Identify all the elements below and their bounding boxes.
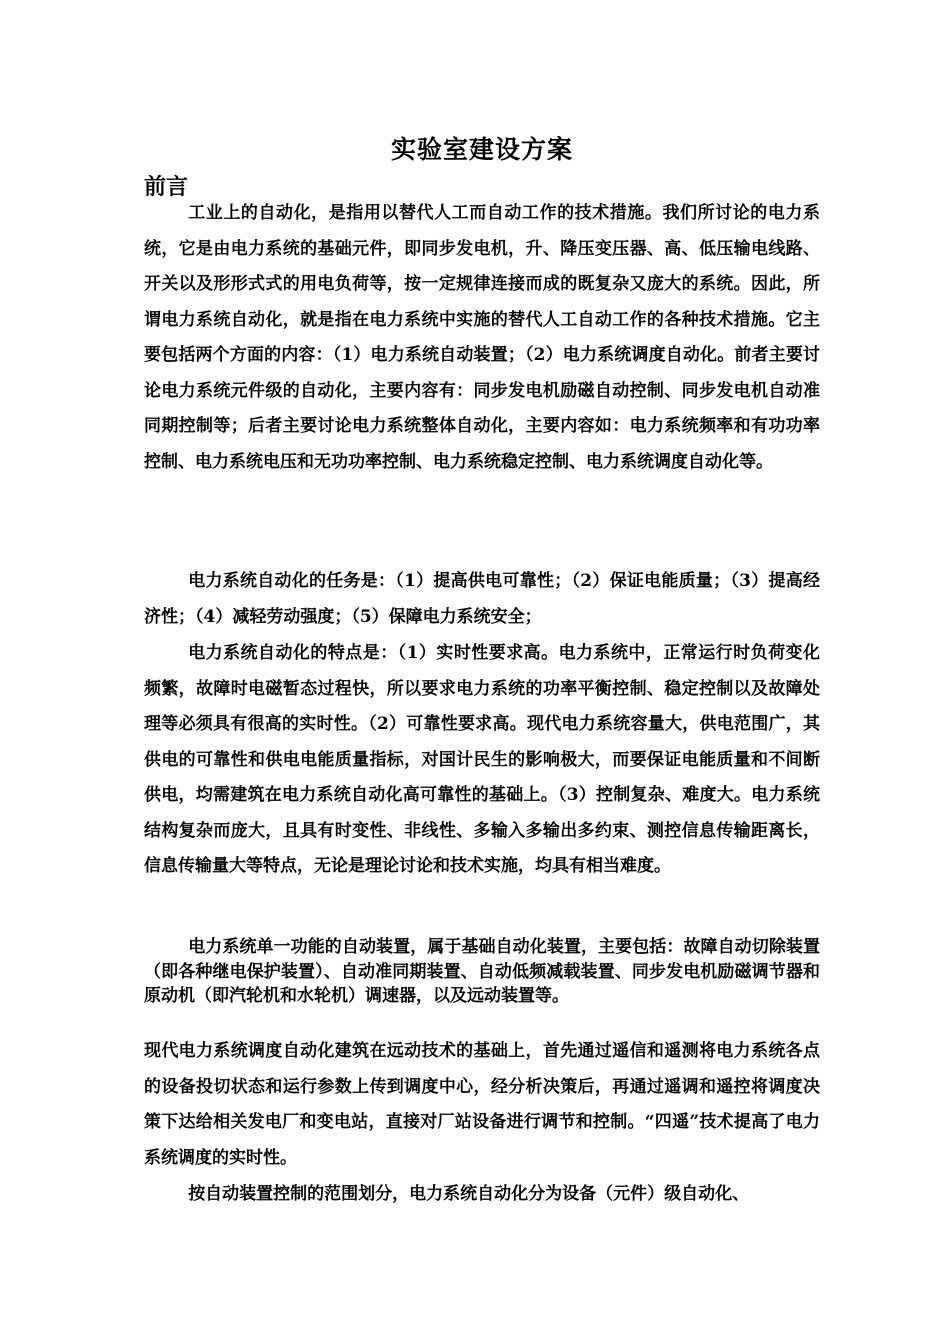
paragraph-classification: 按自动装置控制的范围划分，电力系统自动化分为设备（元件）级自动化、	[188, 1184, 750, 1204]
paragraph-intro: 工业上的自动化，是指用以替代人工而自动工作的技术措施。我们所讨论的电力系统，它是由电力系统的基础元件，即同步发电机，升、降压变压器、高、低压输电线路、开关以及形形式式的用电负荷等，按一定规律连接而成的既复杂又庞大的系统。因此，所谓电力系统自动化，就是指在电力系统中实施的替代人工自动工作的各种技术措施。它主要包括两个方面的内容：（1）电力系统自动装置；（2）电力系统调度自动化。前者主要讨论电力系统元件级的自动化，主要内容有：同步发电机励磁自动控制、同步发电机自动准同期控制等；后者主要讨论电力系统整体自动化，主要内容如：电力系统频率和有功功率控制、电力系统电压和无功功率控制、电力系统稳定控制、电力系统调度自动化等。	[144, 203, 820, 472]
paragraph-tasks: 电力系统自动化的任务是：（1）提高供电可靠性；（2）保证电能质量；（3）提高经济性；（4）减轻劳动强度；（5）保障电力系统安全；	[144, 571, 820, 627]
document-title: 实验室建设方案	[390, 135, 573, 164]
paragraph-devices: 电力系统单一功能的自动装置，属于基础自动化装置，主要包括：故障自动切除装置（即各种继电保护装置）、自动准同期装置、自动低频减载装置、同步发电机励磁调节器和原动机（即汽轮机和水轮机）调速器，以及远动装置等。	[144, 937, 820, 1006]
paragraph-features: 电力系统自动化的特点是：（1）实时性要求高。电力系统中，正常运行时负荷变化频繁，故障时电磁暂态过程快，所以要求电力系统的功率平衡控制、稳定控制以及故障处理等必须具有很高的实时性。（2）可靠性要求高。现代电力系统容量大，供电范围广，其供电的可靠性和供电电能质量指标，对国计民生的影响极大，而要保证电能质量和不间断供电，均需建筑在电力系统自动化高可靠性的基础上。（3）控制复杂、难度大。电力系统结构复杂而庞大，且具有时变性、非线性、多输入多输出多约束、测控信息传输距离长，信息传输量大等特点，无论是理论讨论和技术实施，均具有相当难度。	[144, 643, 820, 876]
section-heading-preface: 前言	[144, 174, 189, 200]
paragraph-dispatch: 现代电力系统调度自动化建筑在远动技术的基础上，首先通过遥信和遥测将电力系统各点的设备投切状态和运行参数上传到调度中心，经分析决策后，再通过遥调和遥控将调度决策下达给相关发电厂和变电站，直接对厂站设备进行调节和控制。“四遥”技术提高了电力系统调度的实时性。	[144, 1041, 820, 1168]
